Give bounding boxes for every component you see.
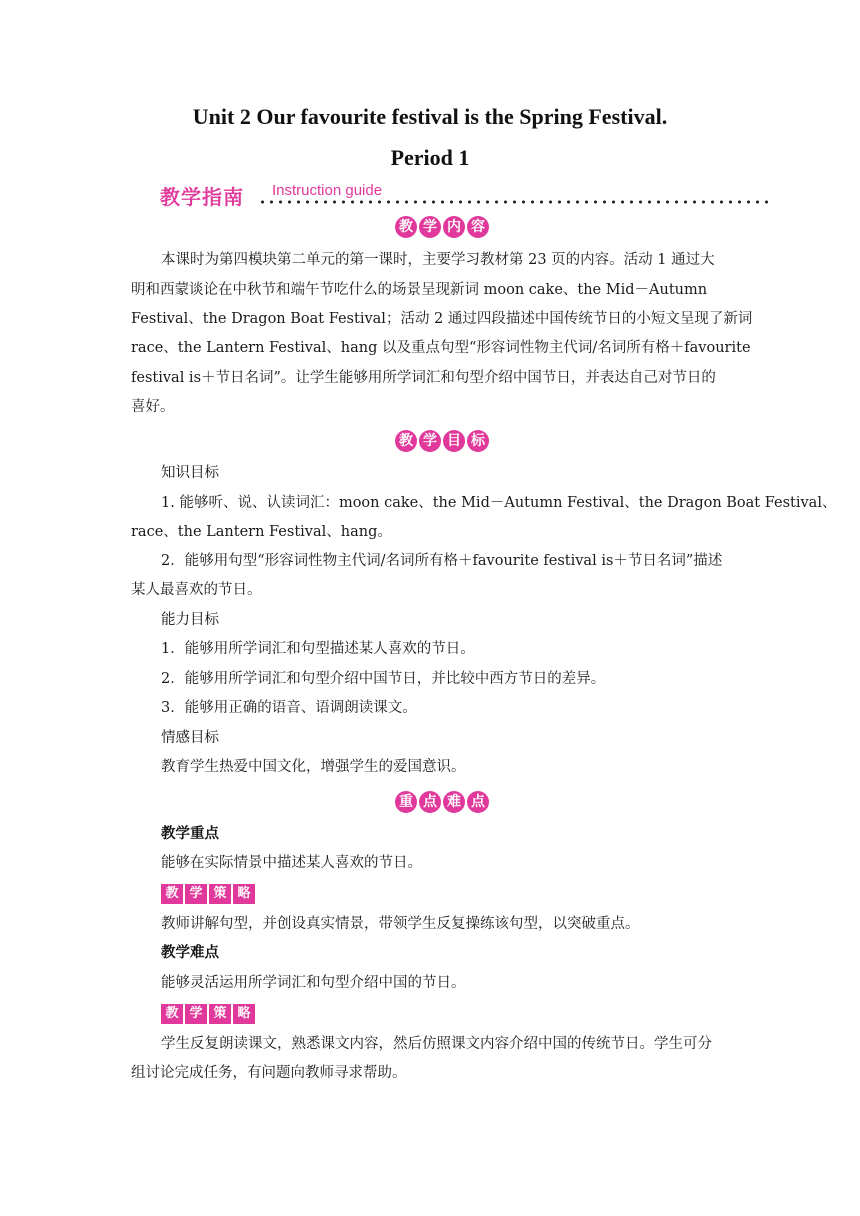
knowledge-goal-line: 某人最喜欢的节日。 [131,582,262,598]
content-line: Festival、the Dragon Boat Festival；活动 2 通过四段描述中国传统节日的小短文呈现了新词 [131,311,753,327]
emotion-goal-heading: 情感目标 [161,730,219,746]
content-line: 明和西蒙谈论在中秋节和端午节吃什么的场景呈现新词 moon cake、the Mid－Autumn [131,282,708,298]
difficulty-strategy-line: 学生反复朗读课文，熟悉课文内容，然后仿照课文内容介绍中国的传统节日。学生可分 [161,1036,712,1052]
difficulty-text: 能够灵活运用所学词汇和句型介绍中国的节日。 [161,975,466,991]
content-line: 本课时为第四模块第二单元的第一课时，主要学习教材第 23 页的内容。活动 1 通过大 [161,252,715,268]
focus-heading: 教学重点 [161,826,219,842]
content-line: race、the Lantern Festival、hang 以及重点句型“形容词性物主代词/名词所有格＋favourite [131,340,751,356]
ability-goal-line: 2．能够用所学词汇和句型介绍中国节日，并比较中西方节日的差异。 [161,671,606,687]
focus-strategy-text: 教师讲解句型，并创设真实情景，带领学生反复操练该句型，以突破重点。 [161,916,640,932]
knowledge-goal-line: race、the Lantern Festival、hang。 [131,524,392,540]
period-title: Period 1 [390,145,470,170]
knowledge-goal-line: 1. 能够听、说、认读词汇：moon cake、the Mid－Autumn Festival、the Dragon Boat Festival、 [161,495,837,511]
difficulty-strategy-line: 组讨论完成任务，有问题向教师寻求帮助。 [131,1065,407,1081]
guide-title-en: Instruction guide [272,182,383,199]
teaching-content-badge: 教 学 内 容 [395,216,489,238]
teaching-strategy-label: 教 学 策 略 [161,884,255,904]
knowledge-goal-line: 2．能够用句型“形容词性物主代词/名词所有格＋favourite festival is＋节日名词”描述 [161,553,723,569]
key-points-badge: 重 点 难 点 [395,791,489,813]
unit-title: Unit 2 Our favourite festival is the Spring Festival. [192,104,668,129]
guide-title-cn: 教学指南 [160,185,244,209]
ability-goal-line: 1．能够用所学词汇和句型描述某人喜欢的节日。 [161,641,475,657]
emotion-goal-line: 教育学生热爱中国文化，增强学生的爱国意识。 [161,759,466,775]
teaching-strategy-label: 教 学 策 略 [161,1004,255,1024]
teaching-goals-badge: 教 学 目 标 [395,430,489,452]
ability-goal-heading: 能力目标 [161,612,219,628]
difficulty-heading: 教学难点 [161,945,219,961]
ability-goal-line: 3．能够用正确的语音、语调朗读课文。 [161,700,417,716]
instruction-guide-header [160,180,770,210]
dotted-divider [258,199,770,205]
focus-text: 能够在实际情景中描述某人喜欢的节日。 [161,855,422,871]
content-line: festival is＋节日名词”。让学生能够用所学词汇和句型介绍中国节日，并表达自己对节日的 [131,370,716,386]
content-line: 喜好。 [131,399,175,415]
knowledge-goal-heading: 知识目标 [161,465,219,481]
